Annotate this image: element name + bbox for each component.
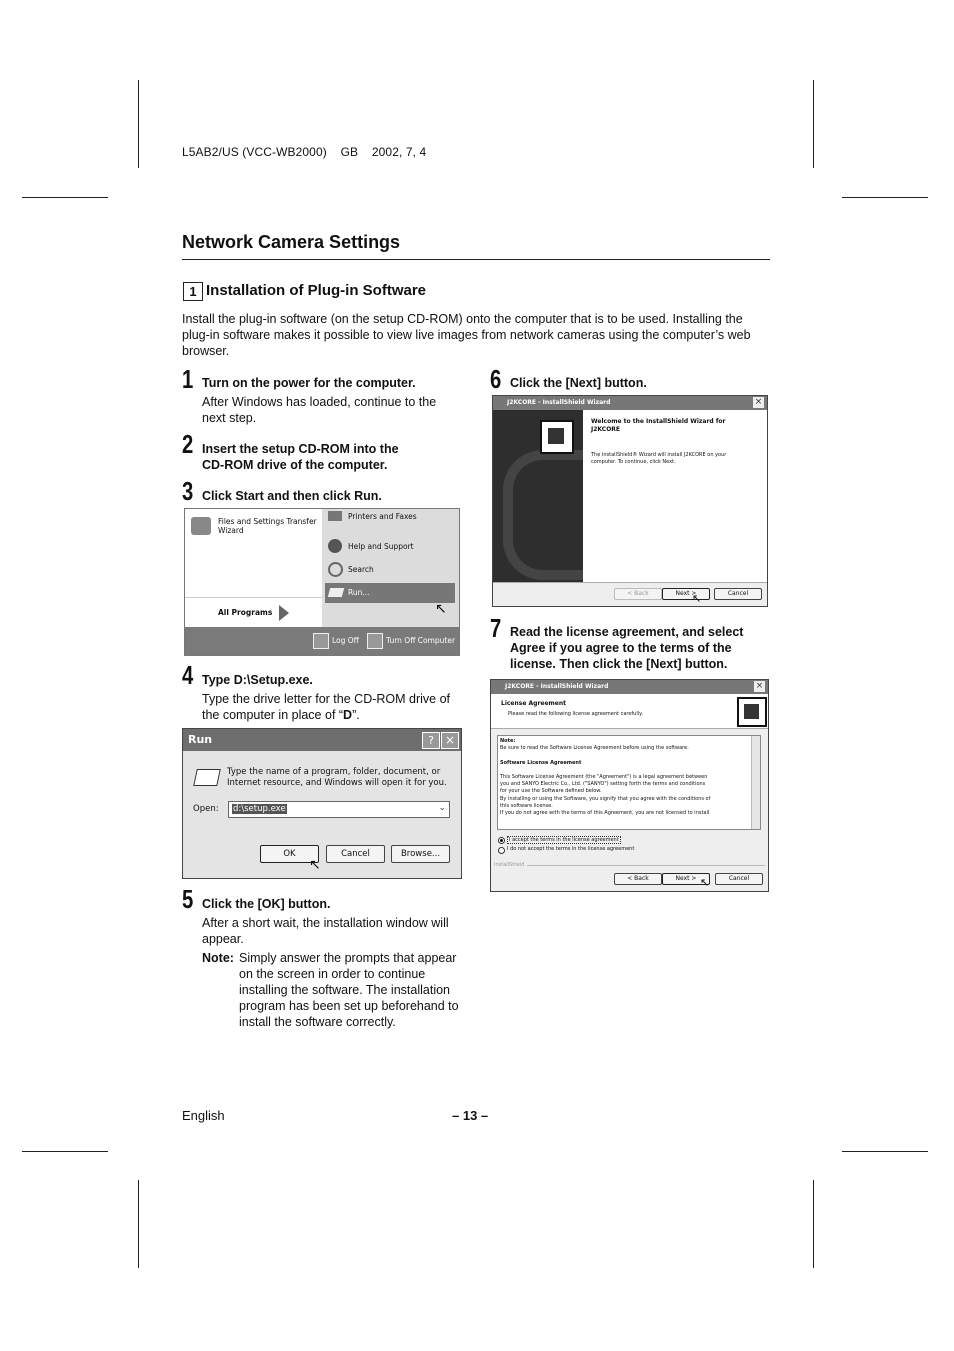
installshield-logo-icon: [540, 420, 574, 454]
back-button[interactable]: < Back: [614, 588, 662, 600]
license-line: this software license.: [500, 802, 553, 809]
wizard-text: The InstallShield® Wizard will install J2KCORE on your computer. To continue, click Next.: [591, 452, 727, 465]
start-menu-left-item[interactable]: Files and Settings Transfer Wizard: [218, 517, 317, 535]
license-line: By installing or using the Software, you signify that you agree with the conditions of: [500, 795, 711, 802]
start-menu-item-run-highlight[interactable]: [325, 583, 455, 603]
installshield-brand: InstallShield: [494, 862, 525, 868]
crop-mark: [22, 1151, 108, 1152]
run-dialog-message: Type the name of a program, folder, document, or Internet resource, and Windows will open it for you.: [227, 767, 447, 788]
license-line: Be sure to read the Software License Agreement before using the software.: [500, 745, 689, 752]
step-heading: Turn on the power for the computer.: [202, 376, 416, 390]
close-button[interactable]: ×: [441, 732, 459, 749]
page-number: – 13 –: [452, 1108, 489, 1123]
open-label: Open:: [193, 804, 219, 814]
crop-mark: [813, 1180, 814, 1268]
note-label: Note:: [202, 951, 234, 965]
divider: [491, 728, 768, 729]
wizard-heading: Welcome to the InstallShield Wizard for J2KCORE: [591, 418, 726, 433]
accept-radio[interactable]: [498, 837, 505, 844]
license-subheading: Please read the following license agreement carefully.: [508, 711, 643, 717]
computer-icon: [548, 428, 564, 444]
banner-decoration: [503, 450, 593, 580]
ok-button[interactable]: OK: [260, 845, 319, 863]
license-line: [500, 767, 750, 774]
step-body-text: Type the drive letter for the CD-ROM drive of the computer in place of “: [202, 692, 451, 722]
crop-mark: [138, 1180, 139, 1268]
step-number: 5: [182, 884, 194, 914]
license-line: [500, 752, 750, 759]
step-number: 7: [490, 613, 502, 643]
crop-mark: [22, 197, 108, 198]
arrow-right-icon: [279, 605, 289, 621]
installshield-license-window: [490, 679, 769, 892]
installshield-logo-icon: [737, 697, 767, 727]
step-body: After Windows has loaded, continue to the next step.: [202, 395, 437, 425]
start-menu-screenshot: [184, 508, 460, 656]
license-line: This Software License Agreement (the "Agreement") is a legal agreement between: [500, 774, 708, 781]
crop-mark: [842, 197, 928, 198]
help-button[interactable]: ?: [422, 732, 440, 749]
wizard-titlebar: [491, 680, 768, 694]
start-menu-item-help[interactable]: Help and Support: [348, 542, 414, 551]
wizard-title: J2KCORE - InstallShield Wizard: [507, 399, 611, 406]
step-body-text: ”.: [352, 708, 360, 722]
step-heading: Click the [OK] button.: [202, 897, 331, 911]
run-dialog: [182, 728, 462, 879]
installshield-welcome-window: [492, 395, 768, 607]
step-number: 3: [182, 476, 194, 506]
license-line: Note:: [500, 738, 516, 744]
run-dialog-title: Run: [188, 733, 213, 746]
document-header: [182, 145, 426, 159]
step-heading: Type D:\Setup.exe.: [202, 673, 313, 687]
mouse-cursor-icon: ↖: [700, 876, 710, 889]
close-button[interactable]: ×: [755, 681, 764, 691]
step-heading: Insert the setup CD-ROM into the CD-ROM drive of the computer.: [202, 442, 399, 472]
log-off-icon: [313, 633, 329, 649]
crop-mark: [813, 80, 814, 168]
help-icon: [328, 539, 342, 553]
open-input-value: d:\setup.exe: [233, 804, 286, 814]
turn-off-button[interactable]: Turn Off Computer: [386, 636, 456, 645]
cancel-button[interactable]: Cancel: [326, 845, 385, 863]
run-icon: [193, 769, 221, 786]
intro-paragraph: Install the plug-in software (on the setup CD-ROM) onto the computer that is to be used. Installing the plug-in software makes it possible to view live images from network cameras using the computer’s web browser.: [182, 312, 751, 358]
computer-icon: [744, 704, 759, 719]
step-number: 6: [490, 364, 502, 394]
wizard-content: [583, 410, 767, 582]
next-button[interactable]: Next >: [662, 873, 710, 885]
step-heading: Click the [Next] button.: [510, 376, 647, 390]
cancel-button[interactable]: Cancel: [714, 588, 762, 600]
crop-mark: [842, 1151, 928, 1152]
wizard-header-area: [491, 694, 768, 728]
step-heading: Read the license agreement, and select Agree if you agree to the terms of the license. Then click the [Next] button.: [510, 625, 744, 671]
wizard-titlebar: [493, 396, 767, 410]
scrollbar[interactable]: [751, 736, 760, 829]
license-line: for your use the Software defined below.: [500, 788, 602, 795]
transfer-wizard-icon: [191, 517, 211, 535]
next-button[interactable]: Next >: [662, 588, 710, 600]
start-menu-item-printers[interactable]: Printers and Faxes: [348, 512, 417, 521]
crop-mark: [138, 80, 139, 168]
start-menu-left-pane: [185, 509, 322, 627]
wizard-side-banner: [493, 410, 583, 582]
header-code: L5AB2/US (VCC-WB2000): [182, 145, 327, 159]
decline-radio[interactable]: [498, 847, 505, 854]
browse-button[interactable]: Browse...: [391, 845, 450, 863]
license-line: If you do not agree with the terms of this Agreement, you are not licensed to install: [500, 810, 710, 817]
step-body-bold: D: [343, 708, 353, 722]
page-title: Network Camera Settings: [182, 232, 401, 252]
title-rule: [182, 259, 770, 260]
license-line: you and SANYO Electric Co., Ltd. ("SANYO") setting forth the terms and conditions: [500, 781, 706, 788]
section-title: Installation of Plug-in Software: [206, 282, 427, 299]
step-heading: Click Start and then click Run.: [202, 489, 382, 503]
footer-language: English: [182, 1108, 225, 1123]
log-off-button[interactable]: Log Off: [332, 636, 359, 645]
step-body: [202, 691, 460, 723]
mouse-cursor-icon: ↖: [435, 601, 447, 617]
decline-label[interactable]: I do not accept the terms in the license agreement: [507, 846, 635, 852]
header-lang: GB: [340, 145, 359, 159]
start-menu-right-pane: [322, 509, 459, 627]
divider: [185, 597, 322, 598]
chevron-down-icon[interactable]: ⌄: [438, 803, 446, 813]
printer-icon: [328, 511, 342, 521]
license-text-box[interactable]: [497, 735, 761, 830]
section-number: 1: [183, 282, 203, 301]
cancel-button[interactable]: Cancel: [715, 873, 763, 885]
mouse-cursor-icon: ↖: [309, 857, 321, 873]
start-menu-item-run[interactable]: Run...: [348, 588, 370, 597]
search-icon: [328, 562, 343, 577]
license-heading: License Agreement: [501, 700, 567, 707]
step-number: 1: [182, 364, 194, 394]
open-input[interactable]: [228, 801, 450, 818]
step-number: 2: [182, 429, 194, 459]
license-text: [500, 738, 750, 817]
all-programs-link[interactable]: All Programs: [218, 608, 273, 617]
back-button[interactable]: < Back: [614, 873, 662, 885]
step-number: 4: [182, 660, 194, 690]
header-date: 2002, 7, 4: [371, 145, 427, 159]
run-icon: [328, 588, 344, 597]
divider: [493, 582, 767, 583]
power-icon: [367, 633, 383, 649]
wizard-title: J2KCORE - InstallShield Wizard: [505, 683, 609, 690]
run-dialog-titlebar: [183, 729, 461, 751]
accept-label[interactable]: I accept the terms in the license agreement: [509, 837, 619, 843]
close-button[interactable]: ×: [754, 397, 763, 407]
note-text: Simply answer the prompts that appear on the screen in order to continue installing the software. The installation program has been set up beforehand to install the software correctly.: [239, 951, 459, 1029]
mouse-cursor-icon: ↖: [692, 592, 702, 605]
start-menu-footer: [185, 627, 459, 655]
start-menu-item-search[interactable]: Search: [348, 565, 374, 574]
license-line: Software License Agreement: [500, 759, 582, 766]
divider: [527, 865, 765, 866]
step-body: After a short wait, the installation window will appear.: [202, 916, 449, 946]
